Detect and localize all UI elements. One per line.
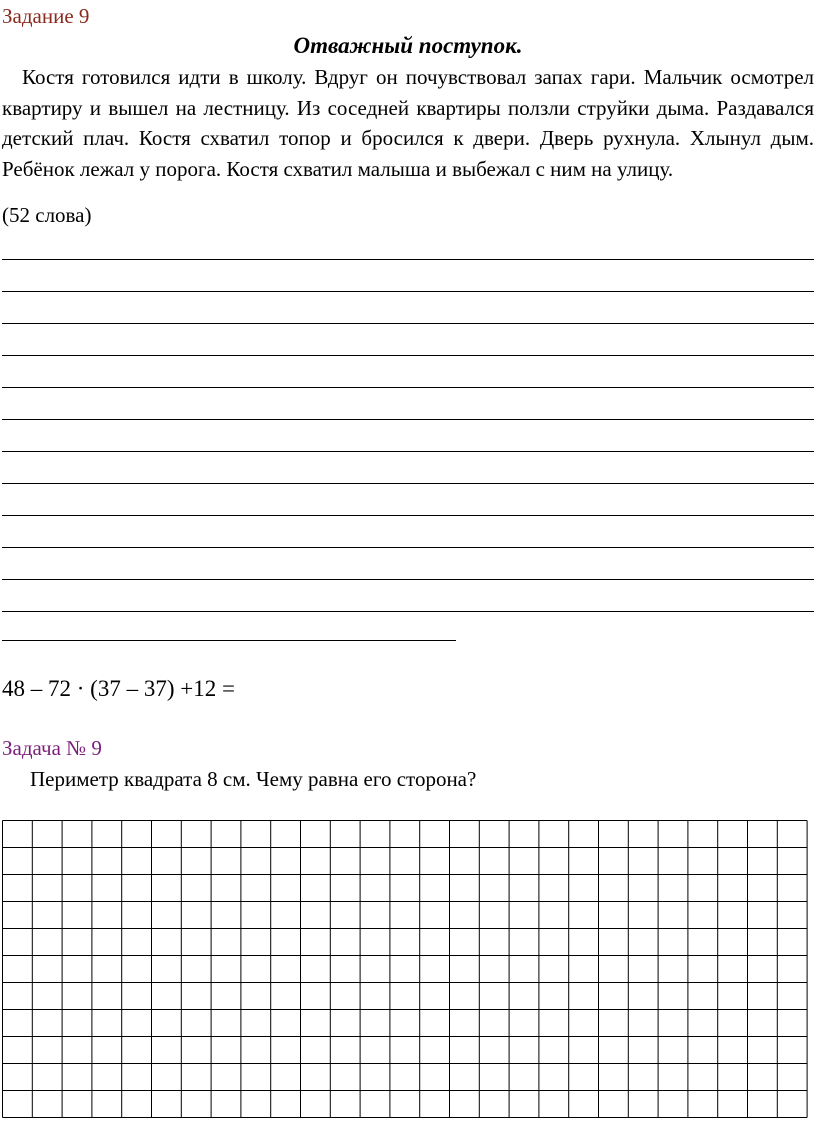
grid-paper	[2, 820, 808, 1120]
story-text	[2, 62, 814, 184]
writing-line	[2, 579, 814, 580]
writing-line	[2, 259, 814, 260]
writing-line	[2, 451, 814, 452]
writing-line	[2, 515, 814, 516]
writing-line	[2, 640, 456, 641]
story-title: Отважный поступок.	[293, 33, 523, 58]
writing-line	[2, 355, 814, 356]
problem-text: Периметр квадрата 8 см. Чему равна его сторона?	[30, 767, 477, 791]
writing-line	[2, 387, 814, 388]
problem-header: Задача № 9	[2, 736, 102, 760]
task-header: Задание 9	[2, 4, 90, 28]
writing-line	[2, 419, 814, 420]
story-body: Костя готовился идти в школу. Вдруг он почувствовал запах гари. Мальчик осмотрел квартиру и вышел на лестницу. Из соседней квартиры ползли струйки дыма. Раздавался детский плач. Костя схватил топор и бросился к двери. Дверь рухнула. Хлынул дым. Ребёнок лежал у порога. Костя схватил малыша и выбежал с ним на улицу.	[2, 65, 814, 181]
writing-line	[2, 611, 814, 612]
math-expression: 48 – 72 · (37 – 37) +12 =	[2, 676, 235, 701]
writing-line	[2, 483, 814, 484]
word-count: (52 слова)	[2, 203, 92, 227]
writing-line	[2, 547, 814, 548]
writing-line	[2, 323, 814, 324]
writing-line	[2, 291, 814, 292]
